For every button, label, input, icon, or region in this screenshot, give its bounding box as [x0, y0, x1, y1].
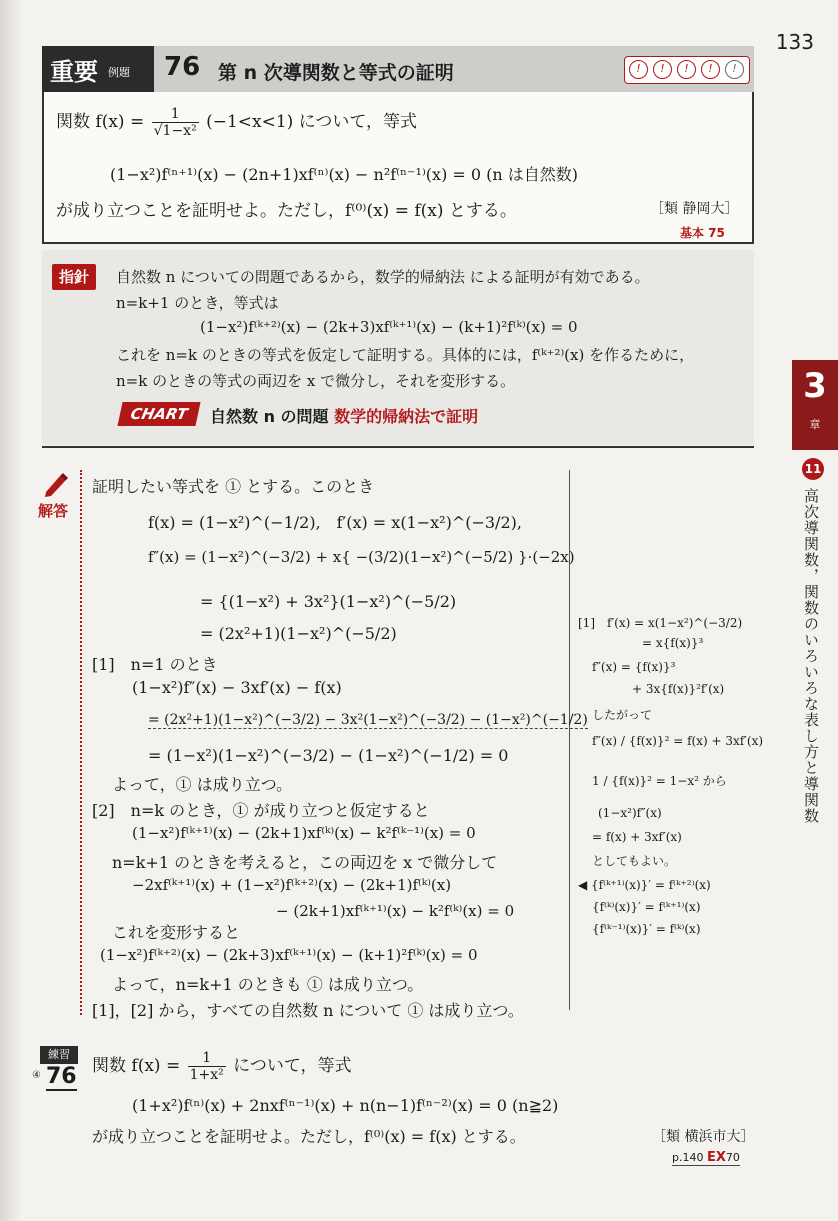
example-title: 第 n 次導関数と等式の証明: [218, 62, 454, 84]
guide-line: 自然数 n についての問題であるから，数学的帰納法 による証明が有効である。: [116, 268, 650, 286]
pencil-icon: [42, 470, 70, 498]
problem-source: ［類 静岡大］: [650, 201, 739, 217]
practice-fraction: [188, 1050, 226, 1083]
problem-domain: (−1<x<1) について，等式: [206, 112, 418, 132]
header-badge-important: 重要: [50, 58, 98, 86]
chart-badge: CHART: [117, 402, 200, 426]
fraction-numerator: 1: [152, 106, 199, 123]
problem-fraction: [152, 106, 199, 139]
practice-level: ④: [32, 1070, 41, 1081]
side-note: としてもよい。: [592, 854, 677, 868]
exercise-reference-link[interactable]: [672, 1150, 740, 1166]
solution-equation: (1−x²)f″(x) − 3xf′(x) − f(x): [132, 678, 342, 697]
practice-source: ［類 横浜市大］: [652, 1129, 755, 1145]
solution-equation: (1−x²)f⁽ᵏ⁺¹⁾(x) − (2k+1)xf⁽ᵏ⁾(x) − k²f⁽ᵏ⁻¹⁾(x) = 0: [132, 824, 476, 842]
chart-summary: [210, 404, 478, 427]
problem-box: [42, 92, 754, 244]
example-number: 76: [164, 52, 201, 82]
solution-line: n=k+1 のときを考えると，この両辺を x で微分して: [112, 853, 498, 872]
solution-case-2: [2] n=k のとき，① が成り立つと仮定すると: [92, 801, 430, 820]
solution-line: これを変形すると: [112, 923, 241, 942]
side-note: したがって: [592, 708, 653, 722]
chart-method: 数学的帰納法で証明: [334, 407, 479, 426]
side-note: (1−x²)f″(x): [598, 806, 662, 820]
side-note: 1 / {f(x)}² = 1−x² から: [592, 774, 727, 788]
solution-equation: = (1−x²)(1−x²)^(−3/2) − (1−x²)^(−1/2) = 0: [148, 746, 509, 765]
section-number-badge: 11: [802, 458, 824, 480]
solution-case-1: [1] n=1 のとき: [92, 655, 218, 674]
solution-rule: [80, 470, 82, 1015]
solution-line: 証明したい等式を ① とする。このとき: [92, 477, 375, 496]
solution-equation: = (2x²+1)(1−x²)^(−5/2): [200, 624, 397, 643]
guide-label: 指針: [52, 264, 96, 290]
side-note-arrow: ◀ {f⁽ᵏ⁺¹⁾(x)}′ = f⁽ᵏ⁺²⁾(x): [578, 878, 711, 892]
practice-equation: (1+x²)f⁽ⁿ⁾(x) + 2nxf⁽ⁿ⁻¹⁾(x) + n(n−1)f⁽ⁿ⁻²⁾(x) = 0 (n≧2): [132, 1096, 559, 1115]
problem-line-1: [56, 106, 417, 139]
solution-line: よって，n=k+1 のときも ① は成り立つ。: [112, 975, 424, 994]
side-note: {f⁽ᵏ⁻¹⁾(x)}′ = f⁽ᵏ⁾(x): [592, 922, 701, 936]
guide-line: n=k のときの等式の両辺を x で微分し，それを変形する。: [116, 372, 516, 390]
difficulty-mark-icon: !: [653, 60, 672, 79]
practice-line-1: [92, 1050, 352, 1083]
practice-instruction: が成り立つことを証明せよ。ただし，f⁽⁰⁾(x) = f(x) とする。: [92, 1127, 526, 1146]
solution-equation: (1−x²)f⁽ᵏ⁺²⁾(x) − (2k+3)xf⁽ᵏ⁺¹⁾(x) − (k+1)²f⁽ᵏ⁾(x) = 0: [100, 946, 478, 964]
reference-ex: EX: [706, 1150, 726, 1165]
problem-equation: (1−x²)f⁽ⁿ⁺¹⁾(x) − (2n+1)xf⁽ⁿ⁾(x) − n²f⁽ⁿ⁻¹⁾(x) = 0 (n は自然数): [110, 165, 579, 184]
solution-equation: = (2x²+1)(1−x²)^(−3/2) − 3x²(1−x²)^(−3/2) − (1−x²)^(−1/2): [148, 712, 588, 728]
solution-equation: f″(x) = (1−x²)^(−3/2) + x{ −(3/2)(1−x²)^(−5/2) }·(−2x): [148, 548, 575, 566]
practice-number: 76: [46, 1064, 77, 1089]
side-note: + 3x{f(x)}²f′(x): [632, 682, 725, 696]
guide-line: n=k+1 のとき，等式は: [116, 294, 279, 312]
section-divider: [42, 446, 754, 448]
side-note: = x{f(x)}³: [642, 636, 704, 650]
reference-basic[interactable]: 基本 75: [680, 226, 725, 240]
side-note: {f⁽ᵏ⁾(x)}′ = f⁽ᵏ⁺¹⁾(x): [592, 900, 701, 914]
solution-equation: f(x) = (1−x²)^(−1/2), f′(x) = x(1−x²)^(−3/2),: [148, 513, 522, 532]
practice-suffix: について，等式: [233, 1056, 352, 1076]
difficulty-rating: [624, 56, 750, 84]
problem-instruction: が成り立つことを証明せよ。ただし，f⁽⁰⁾(x) = f(x) とする。: [56, 201, 517, 221]
practice-label: 練習: [40, 1046, 78, 1064]
difficulty-mark-icon: !: [629, 60, 648, 79]
problem-function-def: 関数 f(x) =: [56, 112, 145, 132]
reference-ex-number: 70: [725, 1151, 740, 1164]
chapter-tab[interactable]: [792, 360, 838, 450]
section-title: 高次導関数，関数のいろいろな表し方と導関数: [802, 488, 820, 824]
practice-function-def: 関数 f(x) =: [92, 1056, 181, 1076]
header-badge-example: 例題: [108, 66, 130, 79]
solution-line: よって，① は成り立つ。: [112, 775, 293, 794]
example-header: [42, 46, 754, 92]
difficulty-mark-icon: !: [701, 60, 720, 79]
page-edge-shadow: [0, 0, 22, 1221]
solution-label: 解答: [38, 502, 69, 520]
guide-line: これを n=k のときの等式を仮定して証明する。具体的には，f⁽ᵏ⁺²⁾(x) を作るために，: [116, 346, 695, 364]
reference-link[interactable]: [680, 222, 725, 242]
difficulty-mark-icon: !: [677, 60, 696, 79]
solution-equation: −2xf⁽ᵏ⁺¹⁾(x) + (1−x²)f⁽ᵏ⁺²⁾(x) − (2k+1)f⁽ᵏ⁾(x): [132, 876, 452, 894]
side-note: [1] f′(x) = x(1−x²)^(−3/2): [578, 616, 743, 630]
solution-equation: − (2k+1)xf⁽ᵏ⁺¹⁾(x) − k²f⁽ᵏ⁾(x) = 0: [276, 902, 515, 920]
header-badge: [42, 46, 154, 92]
page-number: 133: [775, 30, 814, 54]
solution-equation: = {(1−x²) + 3x²}(1−x²)^(−5/2): [200, 592, 457, 611]
side-note: f″(x) / {f(x)}² = f(x) + 3xf′(x): [592, 734, 764, 748]
fraction-denominator: √1−x²: [153, 123, 197, 139]
chapter-number: 3: [803, 366, 827, 406]
chart-topic: 自然数 n の問題: [210, 407, 329, 426]
fraction-numerator: 1: [188, 1050, 226, 1067]
fraction-denominator: 1+x²: [189, 1067, 224, 1083]
solution-conclusion: [1]，[2] から，すべての自然数 n について ① は成り立つ。: [92, 1001, 524, 1020]
chapter-label: 章: [809, 418, 821, 431]
side-note: f″(x) = {f(x)}³: [592, 660, 676, 674]
guide-equation: (1−x²)f⁽ᵏ⁺²⁾(x) − (2k+3)xf⁽ᵏ⁺¹⁾(x) − (k+1)²f⁽ᵏ⁾(x) = 0: [200, 318, 578, 336]
difficulty-mark-icon: !: [725, 60, 744, 79]
reference-page: p.140: [672, 1151, 704, 1164]
side-note: = f(x) + 3xf′(x): [592, 830, 682, 844]
